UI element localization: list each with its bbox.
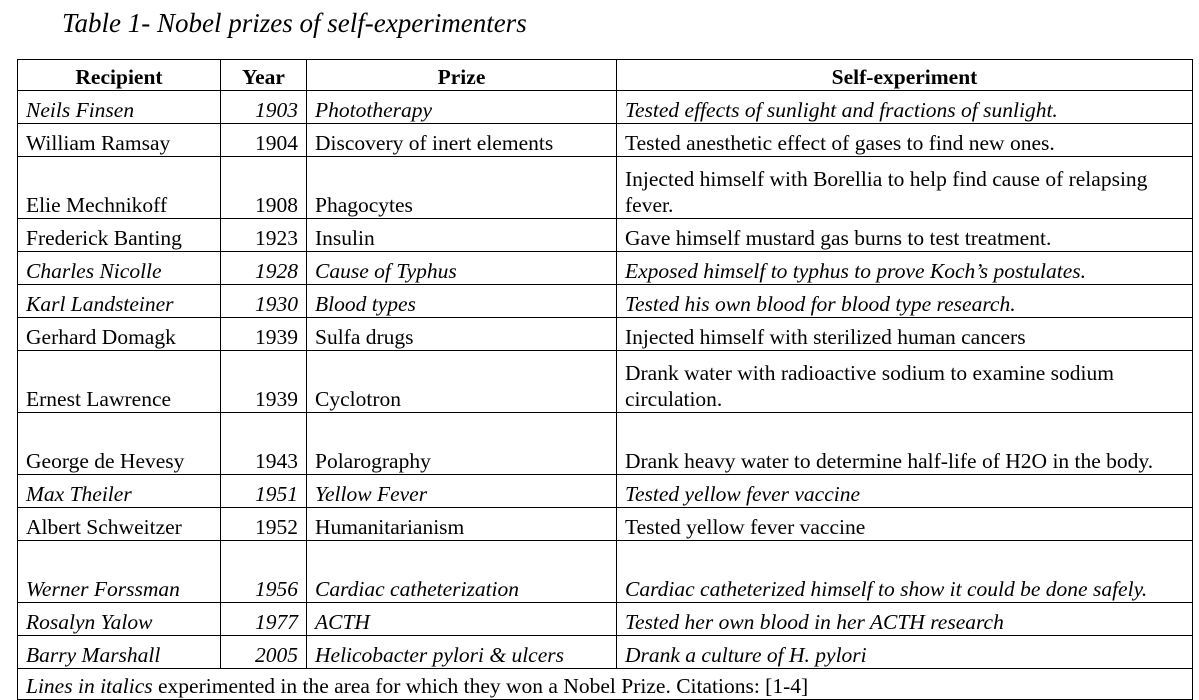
cell-experiment: Gave himself mustard gas burns to test treatment. — [617, 219, 1193, 252]
header-self-experiment: Self-experiment — [617, 60, 1193, 91]
cell-year: 1928 — [221, 252, 307, 285]
cell-recipient: Neils Finsen — [18, 91, 221, 124]
cell-experiment: Tested effects of sunlight and fractions of sunlight. — [617, 91, 1193, 124]
cell-recipient: Ernest Lawrence — [18, 351, 221, 413]
table-row — [18, 318, 1193, 351]
cell-prize: Phagocytes — [307, 157, 617, 219]
cell-experiment: Tested his own blood for blood type research. — [617, 285, 1193, 318]
table-row — [18, 475, 1193, 508]
cell-experiment: Tested yellow fever vaccine — [617, 475, 1193, 508]
cell-prize: Helicobacter pylori & ulcers — [307, 636, 617, 669]
cell-recipient: Charles Nicolle — [18, 252, 221, 285]
table-row — [18, 219, 1193, 252]
cell-prize: Humanitarianism — [307, 508, 617, 541]
table-row — [18, 541, 1193, 603]
table-row — [18, 157, 1193, 219]
cell-recipient: Karl Landsteiner — [18, 285, 221, 318]
cell-experiment: Drank a culture of H. pylori — [617, 636, 1193, 669]
footnote-row — [18, 669, 1193, 700]
cell-prize: Blood types — [307, 285, 617, 318]
cell-year: 1903 — [221, 91, 307, 124]
cell-recipient: William Ramsay — [18, 124, 221, 157]
table-row — [18, 252, 1193, 285]
footnote-italic-part: Lines in italics — [26, 674, 153, 698]
cell-year: 1943 — [221, 413, 307, 475]
cell-prize: Insulin — [307, 219, 617, 252]
cell-year: 2005 — [221, 636, 307, 669]
cell-prize: Phototherapy — [307, 91, 617, 124]
cell-experiment: Drank water with radioactive sodium to examine sodium circulation. — [617, 351, 1193, 413]
cell-prize: Cyclotron — [307, 351, 617, 413]
cell-recipient: Albert Schweitzer — [18, 508, 221, 541]
header-year: Year — [221, 60, 307, 91]
header-prize: Prize — [307, 60, 617, 91]
cell-experiment: Cardiac catheterized himself to show it could be done safely. — [617, 541, 1193, 603]
cell-recipient: Frederick Banting — [18, 219, 221, 252]
cell-year: 1939 — [221, 351, 307, 413]
cell-experiment: Tested her own blood in her ACTH research — [617, 603, 1193, 636]
cell-year: 1939 — [221, 318, 307, 351]
cell-recipient: Rosalyn Yalow — [18, 603, 221, 636]
cell-experiment: Injected himself with Borellia to help find cause of relapsing fever. — [617, 157, 1193, 219]
cell-recipient: Barry Marshall — [18, 636, 221, 669]
table-row — [18, 413, 1193, 475]
cell-year: 1977 — [221, 603, 307, 636]
cell-year: 1908 — [221, 157, 307, 219]
cell-recipient: Elie Mechnikoff — [18, 157, 221, 219]
cell-year: 1930 — [221, 285, 307, 318]
cell-prize: Sulfa drugs — [307, 318, 617, 351]
table-footnote — [18, 669, 1193, 700]
nobel-table — [17, 59, 1193, 700]
cell-prize: Yellow Fever — [307, 475, 617, 508]
footnote-text: experimented in the area for which they won a Nobel Prize. Citations: [1-4] — [152, 674, 809, 698]
cell-recipient: Gerhard Domagk — [18, 318, 221, 351]
cell-year: 1923 — [221, 219, 307, 252]
table-row — [18, 285, 1193, 318]
cell-year: 1952 — [221, 508, 307, 541]
cell-recipient: Werner Forssman — [18, 541, 221, 603]
cell-experiment: Exposed himself to typhus to prove Koch’s postulates. — [617, 252, 1193, 285]
table-row — [18, 91, 1193, 124]
table-row — [18, 351, 1193, 413]
cell-prize: ACTH — [307, 603, 617, 636]
cell-year: 1904 — [221, 124, 307, 157]
cell-recipient: Max Theiler — [18, 475, 221, 508]
cell-recipient: George de Hevesy — [18, 413, 221, 475]
table-row — [18, 636, 1193, 669]
header-recipient: Recipient — [18, 60, 221, 91]
header-row — [18, 60, 1193, 91]
cell-year: 1951 — [221, 475, 307, 508]
cell-prize: Cardiac catheterization — [307, 541, 617, 603]
cell-prize: Discovery of inert elements — [307, 124, 617, 157]
cell-experiment: Tested yellow fever vaccine — [617, 508, 1193, 541]
cell-year: 1956 — [221, 541, 307, 603]
table-row — [18, 603, 1193, 636]
cell-experiment: Drank heavy water to determine half-life of H2O in the body. — [617, 413, 1193, 475]
table-row — [18, 508, 1193, 541]
table-row — [18, 124, 1193, 157]
cell-prize: Polarography — [307, 413, 617, 475]
cell-prize: Cause of Typhus — [307, 252, 617, 285]
table-caption: Table 1- Nobel prizes of self-experimenters — [62, 8, 527, 38]
cell-experiment: Injected himself with sterilized human cancers — [617, 318, 1193, 351]
cell-experiment: Tested anesthetic effect of gases to find new ones. — [617, 124, 1193, 157]
